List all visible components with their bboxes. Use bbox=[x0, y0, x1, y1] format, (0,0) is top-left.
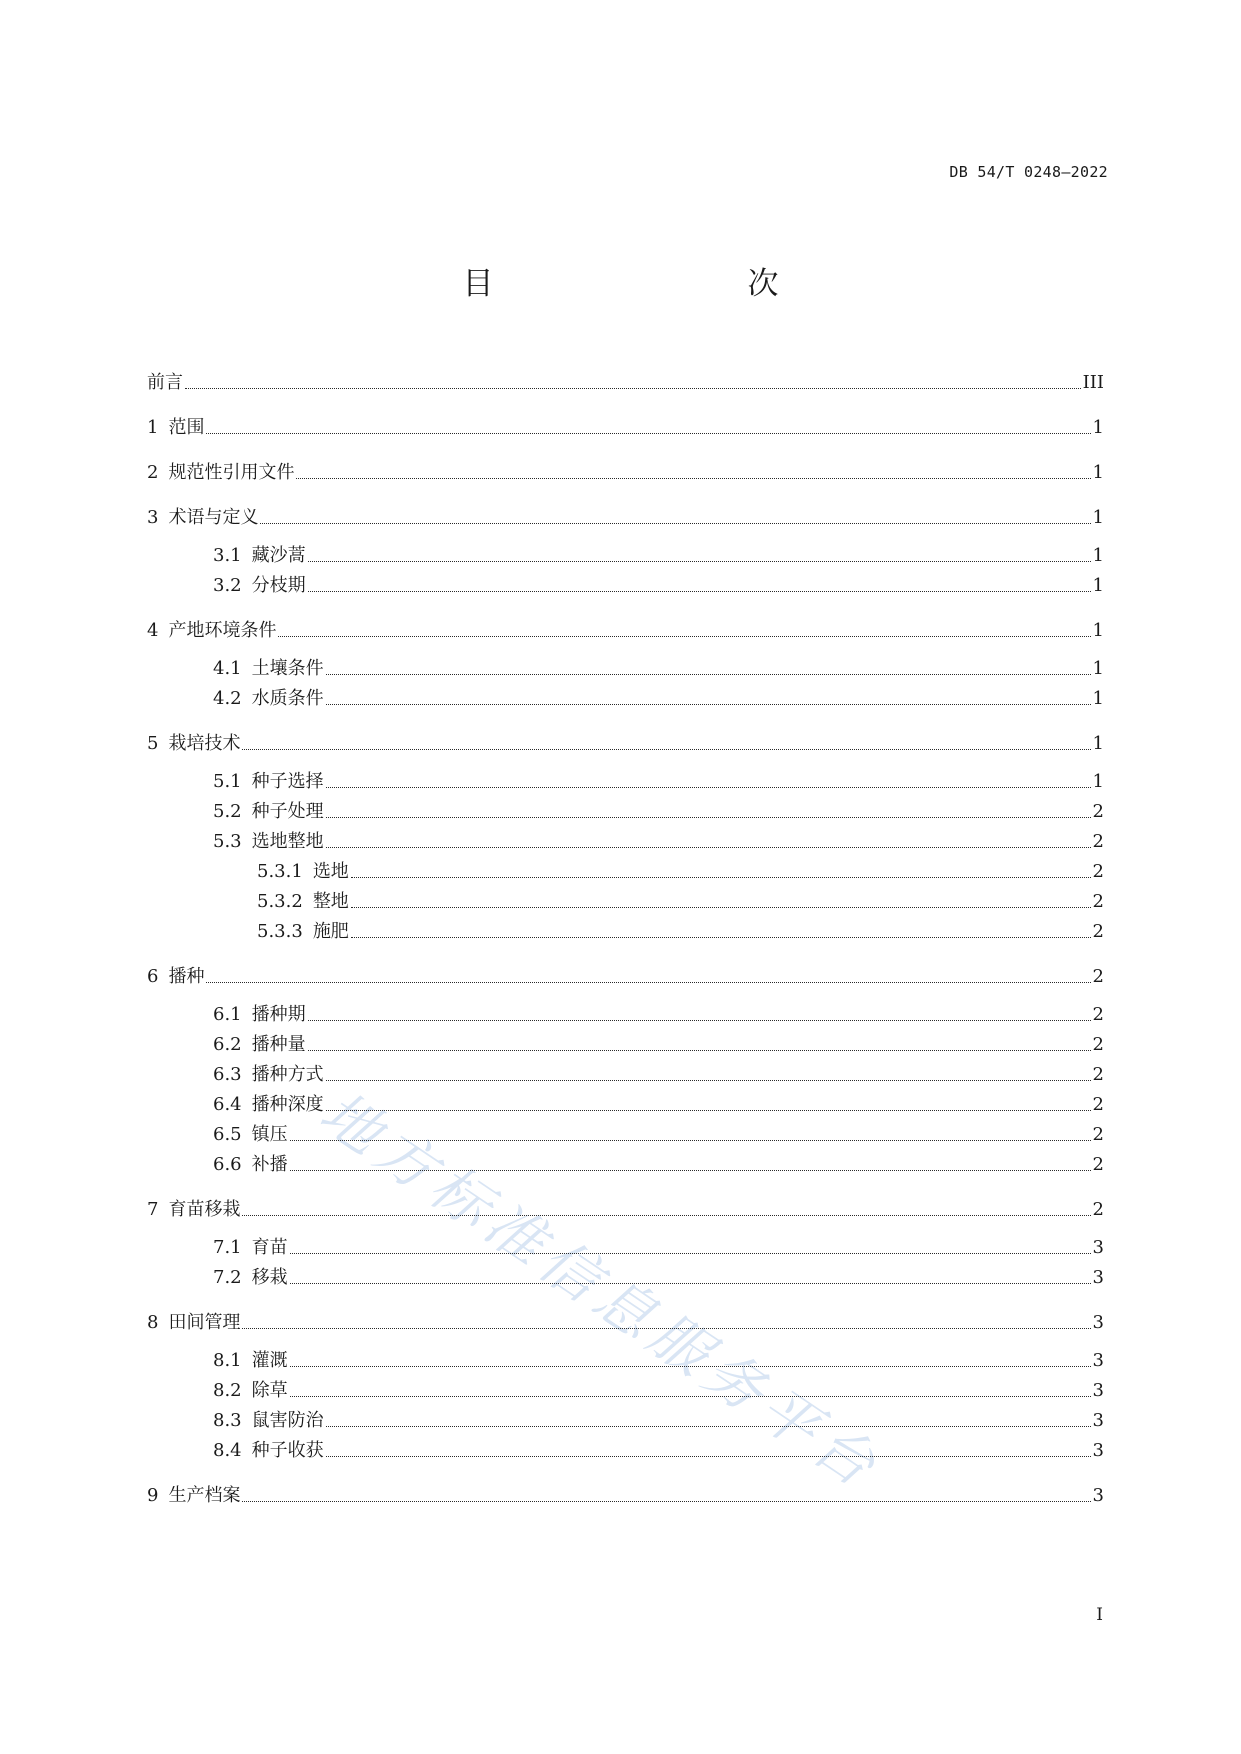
toc-entry-label: 移栽 bbox=[251, 1267, 288, 1288]
toc-entry-title bbox=[213, 1094, 324, 1116]
toc-entry[interactable] bbox=[147, 964, 1104, 988]
toc-entry-label: 产地环境条件 bbox=[168, 620, 277, 641]
toc-entry-label: 水质条件 bbox=[251, 688, 324, 709]
dot-leader bbox=[290, 1140, 1091, 1141]
toc-entry-label: 播种量 bbox=[251, 1034, 306, 1055]
toc-entry[interactable] bbox=[213, 1152, 1104, 1176]
toc-entry-label: 种子选择 bbox=[251, 771, 324, 792]
dot-leader bbox=[278, 636, 1090, 637]
toc-entry-number: 1 bbox=[147, 417, 159, 438]
toc-entry-page: 2 bbox=[1092, 1064, 1104, 1085]
toc-entry-number: 4.1 bbox=[213, 658, 242, 679]
dot-leader bbox=[351, 937, 1091, 938]
toc-entry[interactable] bbox=[213, 1378, 1104, 1402]
toc-entry-label: 整地 bbox=[312, 891, 349, 912]
toc-entry-label: 土壤条件 bbox=[251, 658, 324, 679]
toc-entry-title bbox=[257, 921, 349, 943]
toc-entry-number: 6.3 bbox=[213, 1064, 242, 1085]
dot-leader bbox=[296, 478, 1090, 479]
toc-entry-page: 2 bbox=[1092, 966, 1104, 987]
toc-entry-label: 播种期 bbox=[251, 1004, 306, 1025]
toc-entry-title bbox=[213, 575, 306, 597]
toc-entry-label: 选地 bbox=[312, 861, 349, 882]
toc-entry-page: 2 bbox=[1092, 1199, 1104, 1220]
toc-entry-page: 2 bbox=[1092, 831, 1104, 852]
toc-entry-page: 2 bbox=[1092, 1004, 1104, 1025]
toc-entry[interactable] bbox=[257, 859, 1104, 883]
toc-entry-label: 育苗移栽 bbox=[168, 1199, 241, 1220]
toc-entry-page: 2 bbox=[1092, 891, 1104, 912]
toc-entry-title bbox=[213, 1440, 324, 1462]
toc-entry-title bbox=[213, 831, 324, 853]
toc-entry[interactable] bbox=[147, 618, 1104, 642]
watermark: 地方标准信息服务平台 bbox=[308, 1077, 894, 1504]
toc-entry[interactable] bbox=[213, 1348, 1104, 1372]
dot-leader bbox=[326, 847, 1091, 848]
toc-entry[interactable] bbox=[213, 686, 1104, 710]
toc-entry-number: 5.3.3 bbox=[257, 921, 303, 942]
toc-entry-number: 3.2 bbox=[213, 575, 242, 596]
toc-entry-number: 8.2 bbox=[213, 1380, 242, 1401]
toc-entry-label: 除草 bbox=[251, 1380, 288, 1401]
toc-entry-page: 2 bbox=[1092, 921, 1104, 942]
toc-entry-title bbox=[147, 417, 204, 439]
dot-leader bbox=[290, 1170, 1091, 1171]
toc-entry-label: 播种方式 bbox=[251, 1064, 324, 1085]
toc-entry-number: 3.1 bbox=[213, 545, 242, 566]
toc-entry[interactable] bbox=[147, 731, 1104, 755]
toc-entry-title bbox=[147, 1312, 240, 1334]
toc-entry-label: 种子处理 bbox=[251, 801, 324, 822]
toc-entry-page: 2 bbox=[1092, 861, 1104, 882]
toc-entry-number: 7.2 bbox=[213, 1267, 242, 1288]
toc-entry[interactable] bbox=[147, 1483, 1104, 1507]
toc-entry-number: 6.1 bbox=[213, 1004, 242, 1025]
toc-entry[interactable] bbox=[147, 415, 1104, 439]
page-number: I bbox=[1096, 1605, 1103, 1625]
dot-leader bbox=[308, 1020, 1091, 1021]
toc-entry[interactable] bbox=[147, 1197, 1104, 1221]
toc-entry-label: 生产档案 bbox=[168, 1485, 241, 1506]
toc-entry-page: 2 bbox=[1092, 1094, 1104, 1115]
toc-entry[interactable] bbox=[213, 1438, 1104, 1462]
dot-leader bbox=[351, 907, 1091, 908]
toc-entry[interactable] bbox=[213, 1032, 1104, 1056]
toc-entry[interactable] bbox=[213, 1265, 1104, 1289]
dot-leader bbox=[326, 1080, 1091, 1081]
dot-leader bbox=[351, 877, 1091, 878]
toc-entry-number: 8.1 bbox=[213, 1350, 242, 1371]
toc-entry-page: 3 bbox=[1092, 1237, 1104, 1258]
toc-entry[interactable] bbox=[213, 1092, 1104, 1116]
toc-entry-title bbox=[213, 1410, 324, 1432]
dot-leader bbox=[326, 704, 1091, 705]
toc-entry[interactable] bbox=[147, 1310, 1104, 1334]
toc-entry-label: 育苗 bbox=[251, 1237, 288, 1258]
toc-entry-label: 前言 bbox=[147, 372, 183, 393]
dot-leader bbox=[290, 1366, 1091, 1367]
dot-leader bbox=[242, 1501, 1090, 1502]
toc-entry-label: 选地整地 bbox=[251, 831, 324, 852]
toc-entry-title bbox=[213, 658, 324, 680]
toc-entry-title bbox=[147, 1485, 240, 1507]
toc-entry-number: 3 bbox=[147, 507, 159, 528]
toc-entry-page: 1 bbox=[1092, 771, 1104, 792]
toc-entry-title bbox=[257, 891, 349, 913]
toc-entry-title bbox=[147, 372, 183, 394]
toc-entry-label: 藏沙蒿 bbox=[251, 545, 306, 566]
dot-leader bbox=[290, 1253, 1091, 1254]
toc-entry-title bbox=[213, 1350, 288, 1372]
toc-entry[interactable] bbox=[213, 1235, 1104, 1259]
toc-entry-label: 术语与定义 bbox=[168, 507, 259, 528]
dot-leader bbox=[206, 433, 1090, 434]
toc-entry-title bbox=[147, 733, 240, 755]
toc-entry-label: 种子收获 bbox=[251, 1440, 324, 1461]
dot-leader bbox=[326, 817, 1091, 818]
toc-entry[interactable] bbox=[213, 543, 1104, 567]
toc-entry-number: 8.4 bbox=[213, 1440, 242, 1461]
toc-entry-title bbox=[257, 861, 349, 883]
dot-leader bbox=[326, 674, 1091, 675]
toc-entry-label: 栽培技术 bbox=[168, 733, 241, 754]
toc-entry-label: 规范性引用文件 bbox=[168, 462, 295, 483]
toc-entry-page: 1 bbox=[1092, 417, 1104, 438]
toc-entry[interactable] bbox=[213, 573, 1104, 597]
dot-leader bbox=[290, 1283, 1091, 1284]
dot-leader bbox=[308, 561, 1091, 562]
toc-entry-page: 1 bbox=[1092, 462, 1104, 483]
toc-entry-number: 5.2 bbox=[213, 801, 242, 822]
toc-entry-page: III bbox=[1082, 372, 1104, 393]
toc-entry-page: 1 bbox=[1092, 545, 1104, 566]
toc-entry-number: 8.3 bbox=[213, 1410, 242, 1431]
toc-entry-page: 2 bbox=[1092, 1034, 1104, 1055]
toc-entry-label: 鼠害防治 bbox=[251, 1410, 324, 1431]
toc-entry-number: 6.5 bbox=[213, 1124, 242, 1145]
toc-entry-page: 3 bbox=[1092, 1312, 1104, 1333]
toc-entry-label: 分枝期 bbox=[251, 575, 306, 596]
dot-leader bbox=[326, 787, 1091, 788]
toc-entry-label: 镇压 bbox=[251, 1124, 288, 1145]
toc-entry-number: 6.4 bbox=[213, 1094, 242, 1115]
toc-entry-number: 6.6 bbox=[213, 1154, 242, 1175]
toc-entry[interactable] bbox=[213, 799, 1104, 823]
toc-entry-number: 7 bbox=[147, 1199, 159, 1220]
toc-entry[interactable] bbox=[147, 370, 1104, 394]
toc-entry-title bbox=[213, 1124, 288, 1146]
toc-entry-page: 1 bbox=[1092, 688, 1104, 709]
toc-entry-page: 2 bbox=[1092, 801, 1104, 822]
toc-entry-page: 1 bbox=[1092, 658, 1104, 679]
dot-leader bbox=[326, 1456, 1091, 1457]
toc-entry-number: 7.1 bbox=[213, 1237, 242, 1258]
toc-entry-page: 1 bbox=[1092, 620, 1104, 641]
dot-leader bbox=[260, 523, 1090, 524]
toc-entry-page: 1 bbox=[1092, 733, 1104, 754]
toc-entry-title bbox=[213, 545, 306, 567]
toc-entry-number: 8 bbox=[147, 1312, 159, 1333]
toc-entry-label: 补播 bbox=[251, 1154, 288, 1175]
dot-leader bbox=[206, 982, 1090, 983]
toc-entry-page: 1 bbox=[1092, 575, 1104, 596]
dot-leader bbox=[242, 1328, 1090, 1329]
toc-entry-number: 5.3 bbox=[213, 831, 242, 852]
toc-entry-page: 3 bbox=[1092, 1440, 1104, 1461]
toc-entry-number: 5.3.1 bbox=[257, 861, 303, 882]
toc-entry-number: 6 bbox=[147, 966, 159, 987]
toc-entry[interactable] bbox=[257, 889, 1104, 913]
toc-entry-title bbox=[147, 1199, 240, 1221]
toc-entry-title bbox=[213, 1267, 288, 1289]
toc-entry-label: 播种深度 bbox=[251, 1094, 324, 1115]
toc-entry-label: 播种 bbox=[168, 966, 205, 987]
toc-entry-title bbox=[213, 1064, 324, 1086]
toc-entry-title bbox=[213, 1154, 288, 1176]
toc-entry-title bbox=[147, 507, 258, 529]
dot-leader bbox=[308, 1050, 1091, 1051]
toc-entry-label: 施肥 bbox=[312, 921, 349, 942]
toc-entry[interactable] bbox=[147, 460, 1104, 484]
dot-leader bbox=[290, 1396, 1091, 1397]
toc-entry-label: 田间管理 bbox=[168, 1312, 241, 1333]
document-code: DB 54/T 0248—2022 bbox=[949, 163, 1108, 181]
toc-entry-title bbox=[213, 1237, 288, 1259]
toc-entry-title bbox=[147, 966, 204, 988]
toc-entry-number: 5 bbox=[147, 733, 159, 754]
toc-entry-title bbox=[147, 462, 294, 484]
toc-entry[interactable] bbox=[213, 656, 1104, 680]
toc-entry-page: 3 bbox=[1092, 1485, 1104, 1506]
page-title: 目 次 bbox=[462, 266, 843, 302]
toc-entry-page: 3 bbox=[1092, 1350, 1104, 1371]
toc-entry-page: 2 bbox=[1092, 1124, 1104, 1145]
toc-entry-number: 2 bbox=[147, 462, 159, 483]
toc-entry-title bbox=[213, 1004, 306, 1026]
toc-entry-title bbox=[147, 620, 276, 642]
toc-entry-number: 4.2 bbox=[213, 688, 242, 709]
toc-entry-number: 5.1 bbox=[213, 771, 242, 792]
toc-entry-label: 灌溉 bbox=[251, 1350, 288, 1371]
toc-entry[interactable] bbox=[213, 769, 1104, 793]
toc-entry-number: 5.3.2 bbox=[257, 891, 303, 912]
toc-entry[interactable] bbox=[213, 1408, 1104, 1432]
toc-entry-title bbox=[213, 1380, 288, 1402]
dot-leader bbox=[242, 749, 1090, 750]
toc-entry-page: 3 bbox=[1092, 1267, 1104, 1288]
toc-entry-label: 范围 bbox=[168, 417, 205, 438]
toc-entry-number: 6.2 bbox=[213, 1034, 242, 1055]
toc-entry-number: 9 bbox=[147, 1485, 159, 1506]
dot-leader bbox=[326, 1110, 1091, 1111]
toc-entry[interactable] bbox=[213, 1062, 1104, 1086]
toc-entry[interactable] bbox=[257, 919, 1104, 943]
dot-leader bbox=[326, 1426, 1091, 1427]
toc-entry[interactable] bbox=[213, 1002, 1104, 1026]
toc-entry-title bbox=[213, 801, 324, 823]
dot-leader bbox=[185, 388, 1081, 389]
toc-entry[interactable] bbox=[147, 505, 1104, 529]
toc-entry[interactable] bbox=[213, 1122, 1104, 1146]
toc-entry-title bbox=[213, 771, 324, 793]
toc-entry-page: 3 bbox=[1092, 1380, 1104, 1401]
toc-entry-title bbox=[213, 688, 324, 710]
toc-entry-page: 2 bbox=[1092, 1154, 1104, 1175]
dot-leader bbox=[242, 1215, 1090, 1216]
dot-leader bbox=[308, 591, 1091, 592]
toc-entry-title bbox=[213, 1034, 306, 1056]
toc-entry-number: 4 bbox=[147, 620, 159, 641]
toc-entry-page: 1 bbox=[1092, 507, 1104, 528]
toc-entry-page: 3 bbox=[1092, 1410, 1104, 1431]
toc-entry[interactable] bbox=[213, 829, 1104, 853]
